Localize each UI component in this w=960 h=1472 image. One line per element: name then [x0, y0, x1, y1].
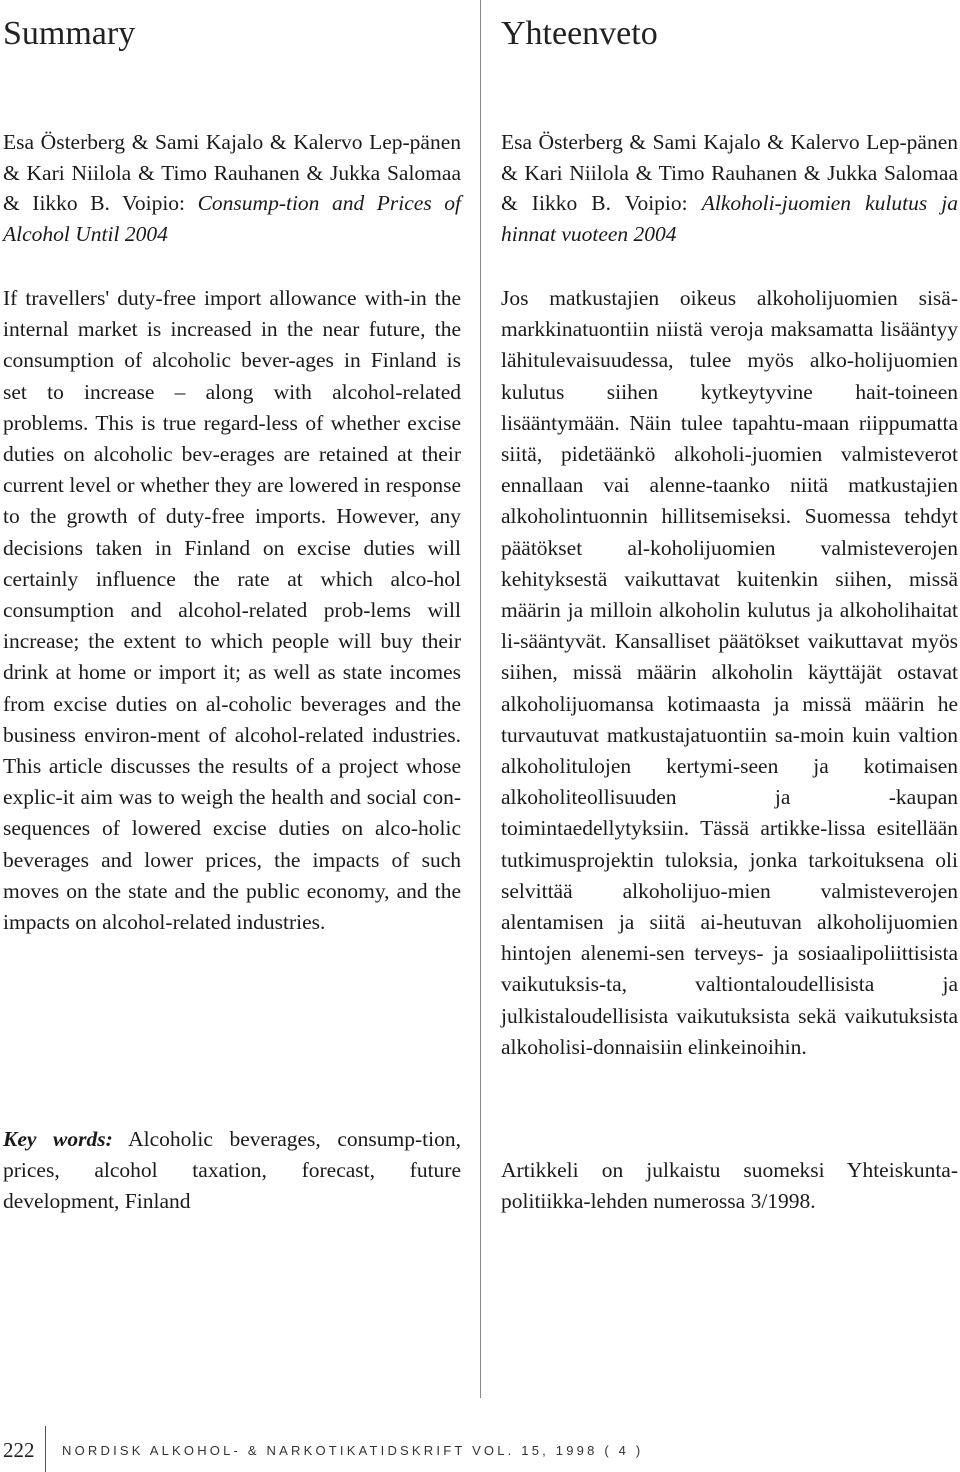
page-number: 222 — [3, 1438, 35, 1462]
keywords-list: Alcoholic beverages, consump-tion, prices, alcohol taxation, forecast, future development, Finland — [3, 1127, 461, 1213]
keywords-label: Key words: — [3, 1127, 113, 1151]
page-footer — [0, 1418, 960, 1472]
publication-note: Artikkeli on julkaistu suomeksi Yhteiskunta-politiikka-lehden numerossa 3/1998. — [501, 1158, 958, 1213]
finnish-author-citation — [501, 127, 958, 249]
english-authors: Esa Österberg & Sami Kajalo & Kalervo Lep-pänen & Kari Niilola & Timo Rauhanen & Jukka Salomaa & Iikko B. Voipio: — [3, 130, 461, 215]
english-abstract: If travellers' duty-free import allowance with-in the internal market is increased in the near future, the consumption of alcoholic bever-ages in Finland is set to increase – along with alcohol-related problems. This is true regard-less of whether excise duties on alcoholic bev-erages are retained at their current level or whether they are lowered in response to the growth of duty-free imports. However, any decisions taken in Finland on excise duties will certainly influence the rate at which alco-hol consumption and alcohol-related prob-lems will increase; the extent to which people will buy their drink at home or import it; as well as state incomes from excise duties on al-coholic beverages and the business environ-ment of alcohol-related industries. This article discusses the results of a project whose explic-it aim was to weigh the health and social con-sequences of lowered excise duties on alco-holic beverages and lower prices, the impacts of such moves on the state and the public economy, and the impacts on alcohol-related industries. — [3, 286, 461, 935]
finnish-heading: Yhteenveto — [501, 15, 658, 52]
finnish-article-title: Alkoholi-juomien kulutus ja hinnat vuoteen 2004 — [501, 191, 958, 246]
footer-divider — [45, 1426, 46, 1472]
english-keywords — [3, 1124, 461, 1217]
journal-name: NORDISK ALKOHOL- & NARKOTIKATIDSKRIFT VOL. 15, 1998 ( 4 ) — [62, 1443, 644, 1458]
english-author-citation — [3, 127, 461, 249]
finnish-authors: Esa Österberg & Sami Kajalo & Kalervo Lep-pänen & Kari Niilola & Timo Rauhanen & Jukka Salomaa & Iikko B. Voipio: — [501, 130, 958, 215]
english-article-title: Consump-tion and Prices of Alcohol Until 2004 — [3, 191, 462, 246]
column-divider — [480, 0, 481, 1398]
finnish-abstract: Jos matkustajien oikeus alkoholijuomien sisä-markkinatuontiin niistä veroja maksamatta lisääntyy lähitulevaisuudessa, tulee myös alko-holijuomien kulutus siihen kytkeytyvine hait-toineen lisääntymään. Näin tulee tapahtu-maan riippumatta siitä, pidetäänkö alkoholi-juomien valmisteverot ennallaan vai alenne-taanko niitä matkustajien alkoholintuonnin hillitsemiseksi. Suomessa tehdyt päätökset al-koholijuomien valmisteverojen kehityksestä vaikuttavat kuitenkin siihen, missä määrin ja milloin alkoholin kulutus ja alkoholihaitat li-sääntyvät. Kansalliset päätökset vaikuttavat myös siihen, missä määrin alkoholin käyttäjät ostavat alkoholijuomansa kotimaasta ja missä määrin he turvautuvat matkustajatuontiin sa-moin kuin valtion alkoholitulojen kertymi-seen ja kotimaisen alkoholiteollisuuden ja -kaupan toimintaedellytyksiin. Tässä artikke-lissa esitellään tutkimusprojektin tuloksia, jonka tarkoituksena oli selvittää alkoholijuo-mien valmisteverojen alentamisen ja siitä ai-heutuvan alkoholijuomien hintojen alenemi-sen terveys- ja sosiaalipoliittisista vaikutuksis-ta, valtiontaloudellisista ja julkistaloudellisista vaikutuksista sekä vaikutuksista alkoholisi-donnaisiin elinkeinoihin. — [501, 286, 958, 1059]
summary-heading: Summary — [3, 15, 136, 52]
